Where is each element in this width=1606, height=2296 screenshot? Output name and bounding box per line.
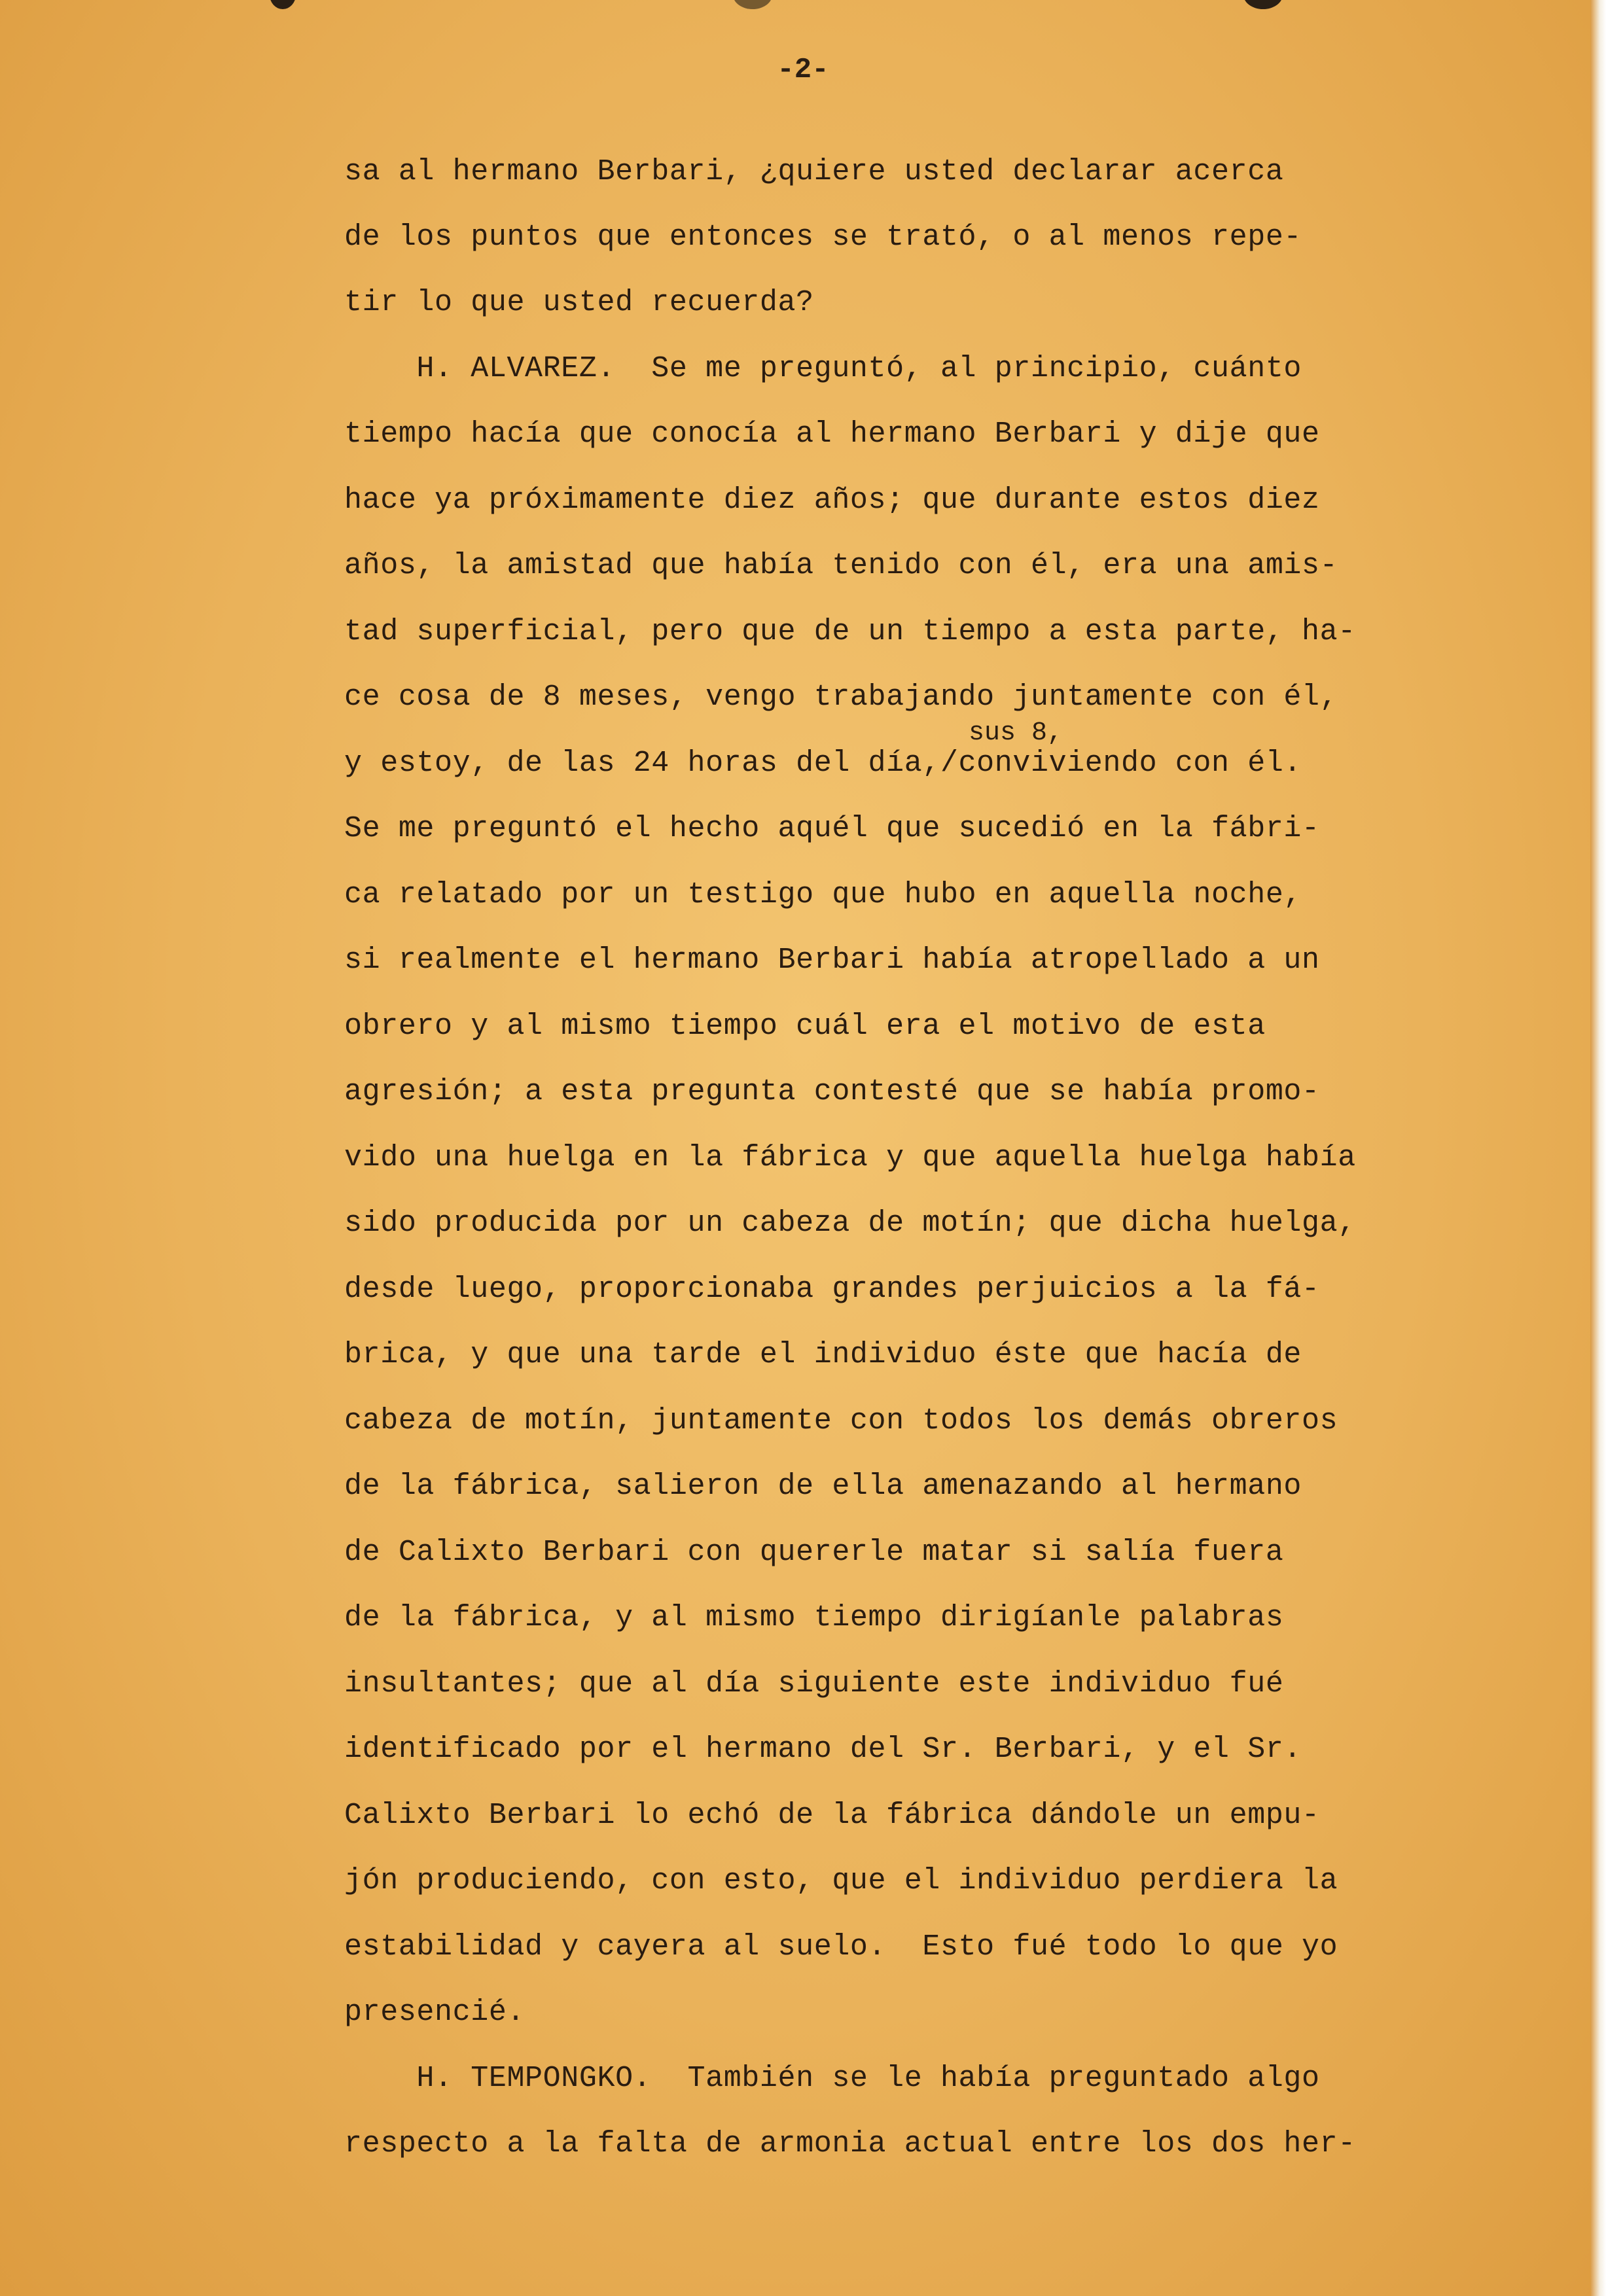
text-line: sa al hermano Berbari, ¿quiere usted declarar acerca bbox=[344, 155, 1284, 188]
text-line: tiempo hacía que conocía al hermano Berbari y dije que bbox=[344, 417, 1320, 451]
text-line: tad superficial, pero que de un tiempo a esta parte, ha- bbox=[344, 615, 1356, 648]
text-line: presencié. bbox=[344, 1996, 526, 2029]
text-line: Se me preguntó el hecho aquél que sucedió en la fábri- bbox=[344, 812, 1320, 845]
text-line: jón produciendo, con esto, que el individuo perdiera la bbox=[344, 1864, 1338, 1898]
text-line: ce cosa de 8 meses, vengo trabajando juntamente con él, bbox=[344, 680, 1338, 714]
text-line: respecto a la falta de armonia actual entre los dos her- bbox=[344, 2127, 1356, 2161]
text-line: ca relatado por un testigo que hubo en aquella noche, bbox=[344, 878, 1302, 911]
text-line: y estoy, de las 24 horas del día,/conviviendo con él. bbox=[344, 747, 1302, 780]
text-line: Calixto Berbari lo echó de la fábrica dándole un empu- bbox=[344, 1799, 1320, 1832]
ink-blot bbox=[1243, 0, 1283, 9]
text-line: años, la amistad que había tenido con él, era una amis- bbox=[344, 549, 1338, 582]
interlinear-insertion: sus 8, bbox=[969, 718, 1063, 748]
text-line: de la fábrica, salieron de ella amenazando al hermano bbox=[344, 1470, 1302, 1503]
text-line: agresión; a esta pregunta contesté que se había promo- bbox=[344, 1075, 1320, 1108]
page-number: -2- bbox=[777, 54, 829, 86]
text-line: H. TEMPONGKO. También se le había preguntado algo bbox=[344, 2062, 1320, 2095]
ink-blot bbox=[733, 0, 772, 9]
text-line: tir lo que usted recuerda? bbox=[344, 286, 814, 319]
text-line: si realmente el hermano Berbari había atropellado a un bbox=[344, 944, 1320, 977]
text-line: cabeza de motín, juntamente con todos los demás obreros bbox=[344, 1404, 1338, 1438]
text-line: desde luego, proporcionaba grandes perjuicios a la fá- bbox=[344, 1273, 1320, 1306]
text-line: H. ALVAREZ. Se me preguntó, al principio, cuánto bbox=[344, 352, 1302, 385]
text-line: identificado por el hermano del Sr. Berbari, y el Sr. bbox=[344, 1733, 1302, 1766]
text-line: de los puntos que entonces se trató, o al menos repe- bbox=[344, 221, 1302, 254]
text-line: de la fábrica, y al mismo tiempo dirigíanle palabras bbox=[344, 1601, 1284, 1634]
text-line: brica, y que una tarde el individuo éste que hacía de bbox=[344, 1338, 1302, 1371]
text-line: vido una huelga en la fábrica y que aquella huelga había bbox=[344, 1141, 1356, 1174]
text-line: insultantes; que al día siguiente este individuo fué bbox=[344, 1667, 1284, 1701]
paper-edge bbox=[1590, 0, 1606, 2296]
ink-blot bbox=[270, 0, 296, 9]
text-line: obrero y al mismo tiempo cuál era el motivo de esta bbox=[344, 1010, 1266, 1043]
text-line: estabilidad y cayera al suelo. Esto fué todo lo que yo bbox=[344, 1930, 1338, 1964]
text-line: hace ya próximamente diez años; que durante estos diez bbox=[344, 484, 1320, 517]
text-line: de Calixto Berbari con quererle matar si salía fuera bbox=[344, 1536, 1284, 1569]
text-line: sido producida por un cabeza de motín; que dicha huelga, bbox=[344, 1207, 1356, 1240]
